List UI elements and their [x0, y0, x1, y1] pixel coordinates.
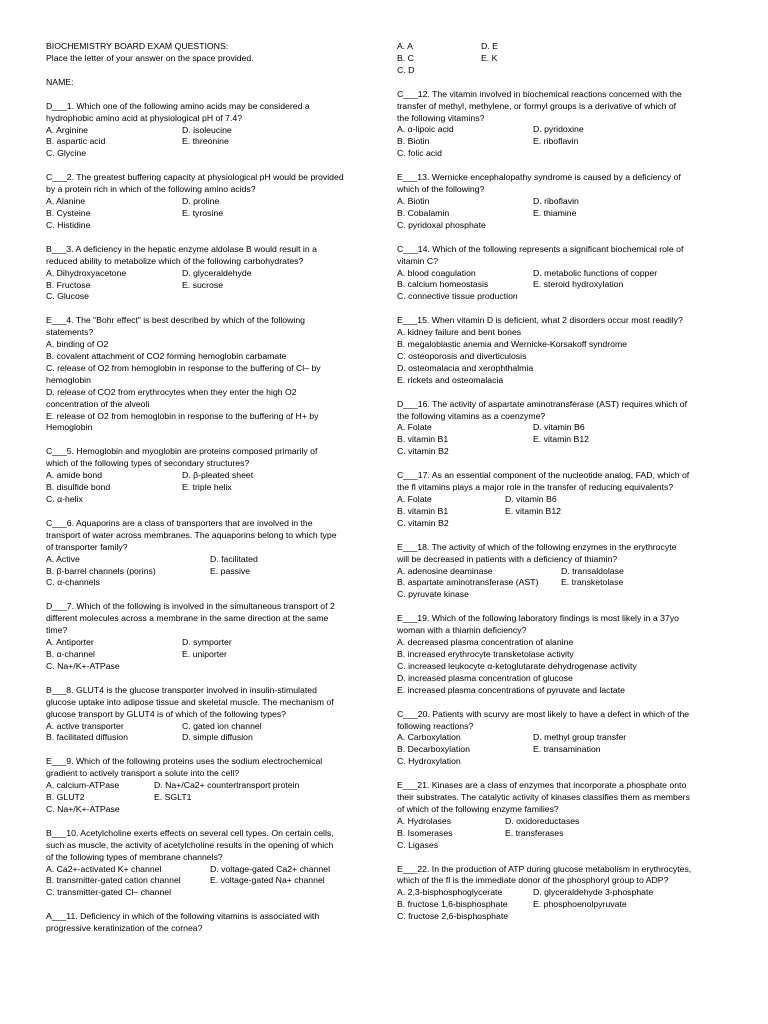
option-a: A. adenosine deaminase — [397, 565, 493, 576]
option-c: C. release of O2 from hemoglobin in response to the buffering of Cl– by — [46, 362, 321, 373]
option-a: A. Alanine — [46, 196, 86, 207]
question-text: glucose uptake into adipose tissue and skeletal muscle. The mechanism of — [46, 696, 334, 707]
question-16 — [397, 399, 722, 459]
question-5 — [46, 446, 371, 506]
option-e: E. thiamine — [533, 207, 577, 218]
question-text: the following vitamins as a coenzyme? — [397, 410, 546, 421]
option-d: D. E — [481, 41, 498, 51]
option-d: D. oxidoreductases — [505, 815, 580, 826]
question-text: of which of the following enzyme families? — [397, 803, 559, 814]
option-a: A. 2,3-bisphosphoglycerate — [397, 887, 503, 898]
question-text: progressive keratinization of the cornea? — [46, 923, 203, 934]
option-a: A. kidney failure and bent bones — [397, 327, 522, 338]
option-e: E. transferases — [505, 827, 564, 838]
option-a: A. Hydrolases — [397, 815, 452, 826]
option-a: A. Carboxylation — [397, 732, 461, 743]
question-text: of transporter family? — [46, 541, 128, 552]
question-text: E___22. In the production of ATP during glucose metabolism in erythrocytes, — [397, 863, 692, 874]
option-e: E. triple helix — [182, 482, 232, 493]
question-text: E___9. Which of the following proteins uses the sodium electrochemical — [46, 756, 323, 767]
option-e: E. tyrosine — [182, 207, 224, 218]
question-text: time? — [46, 625, 68, 636]
option-b: B. Decarboxylation — [397, 744, 470, 755]
option-b: B. aspartate aminotransferase (AST) — [397, 577, 539, 588]
question-text: the following vitamins? — [397, 112, 485, 123]
option-e: E. K — [481, 52, 498, 63]
question-21 — [397, 780, 722, 851]
option-a: A. blood coagulation — [397, 267, 476, 278]
option-d: D. Na+/Ca2+ countertransport protein — [154, 780, 300, 791]
question-text: E___13. Wernicke encephalopathy syndrome is caused by a deficiency of — [397, 172, 681, 183]
option-a: A. decreased plasma concentration of alanine — [397, 637, 574, 648]
option-a: A. Folate — [397, 494, 432, 504]
question-text: which of the following types of secondary structures? — [46, 458, 250, 469]
question-text: of the following types of membrane channels? — [46, 851, 223, 862]
option-d: D. vitamin B6 — [533, 422, 585, 433]
question-text: their substrates. The catalytic activity of kinases classifies them as members — [397, 792, 690, 803]
question-text: which of the fl is the immediate donor of the phosphoryl group to ADP? — [397, 875, 669, 886]
option-e: E. transketolase — [561, 577, 624, 588]
exam-header — [46, 41, 371, 101]
option-c: C. Glucose — [46, 291, 89, 302]
option-b: B. β-barrel channels (porins) — [46, 565, 156, 576]
question-text: following reactions? — [397, 720, 474, 731]
option-d: D. glyceraldehyde 3-phosphate — [533, 887, 654, 898]
option-d: D. pyridoxine — [533, 124, 584, 135]
question-17 — [397, 470, 722, 530]
question-9 — [46, 756, 371, 816]
option-a: A. calcium-ATPase — [46, 780, 120, 791]
option-e: E. voltage-gated Na+ channel — [210, 875, 325, 886]
question-text: E___21. Kinases are a class of enzymes that incorporate a phosphate onto — [397, 780, 687, 791]
question-18 — [397, 542, 722, 602]
question-text: C___14. Which of the following represents a significant biochemical role of — [397, 243, 684, 254]
option-d: D. release of CO2 from erythrocytes when they enter the high O2 — [46, 386, 297, 397]
option-d: D. osteomalacia and xerophthalmia — [397, 362, 534, 373]
option-e: E. vitamin B12 — [533, 434, 590, 445]
option-a: A. Arginine — [46, 124, 89, 135]
question-text: E___4. The “Bohr effect” is best described by which of the following — [46, 315, 305, 326]
option-c: C. gated ion channel — [182, 720, 262, 731]
option-c: C. α-helix — [46, 494, 83, 504]
option-b: B. disulfide bond — [46, 482, 111, 493]
question-text: such as muscle, the activity of acetylcholine results in the opening of which — [46, 839, 334, 850]
question-text: different molecules across a membrane in the same direction at the same — [46, 613, 329, 624]
option-c: C. increased leukocyte α-ketoglutarate dehydrogenase activity — [397, 660, 637, 671]
question-19 — [397, 613, 722, 696]
option-b: B. Cysteine — [46, 207, 91, 218]
option-b: B. fructose 1,6-bisphosphate — [397, 899, 508, 910]
question-text: woman with a thiamin deficiency? — [397, 625, 527, 636]
option-d: D. transaldolase — [561, 565, 624, 576]
option-a: A. Folate — [397, 422, 432, 433]
option-c: C. Histidine — [46, 219, 91, 230]
option-b: B. calcium homeostasis — [397, 279, 489, 290]
question-3 — [46, 244, 371, 304]
exam-title: BIOCHEMISTRY BOARD EXAM QUESTIONS: — [46, 41, 229, 51]
question-2 — [46, 172, 371, 232]
question-text: D___16. The activity of aspartate aminotransferase (AST) requires which of — [397, 398, 688, 409]
option-c: C. α-channels — [46, 577, 100, 588]
option-b: B. covalent attachment of CO2 forming hemoglobin carbamate — [46, 351, 287, 362]
exam-instruction: Place the letter of your answer on the space provided. — [46, 52, 254, 63]
option-a: A. Antiporter — [46, 637, 94, 648]
question-10 — [46, 828, 371, 899]
question-22 — [397, 864, 722, 924]
left-column — [46, 41, 371, 947]
question-12 — [397, 89, 722, 160]
question-13 — [397, 172, 722, 232]
question-text: B___8. GLUT4 is the glucose transporter involved in insulin-stimulated — [46, 684, 317, 695]
name-label: NAME: — [46, 76, 74, 87]
option-e: E. vitamin B12 — [505, 505, 562, 516]
option-a: A. Biotin — [397, 195, 430, 206]
option-d: D. voltage-gated Ca2+ channel — [210, 863, 331, 874]
option-b: B. transmitter-gated cation channel — [46, 875, 181, 886]
option-a: A. amide bond — [46, 470, 103, 481]
option-d: D. proline — [182, 196, 220, 207]
question-text: D___7. Which of the following is involved in the simultaneous transport of 2 — [46, 601, 335, 612]
option-c: C. folic acid — [397, 148, 442, 159]
option-c: C. pyridoxal phosphate — [397, 219, 486, 230]
option-d: D. facilitated — [210, 553, 258, 564]
option-d: D. β-pleated sheet — [182, 470, 254, 481]
option-b: B. C — [397, 52, 414, 63]
question-11-options — [397, 41, 722, 77]
question-text: transfer of methyl, methylene, or formyl groups is a derivative of which of — [397, 100, 677, 111]
right-column — [397, 41, 722, 935]
option-a: A. active transporter — [46, 720, 124, 731]
question-14 — [397, 244, 722, 304]
option-d: D. methyl group transfer — [533, 732, 627, 743]
question-text: glucose transport by GLUT4 is of which of the following types? — [46, 708, 286, 719]
question-text: C___17. As an essential component of the nucleotide analog, FAD, which of — [397, 470, 690, 481]
option-c: C. Na+/K+-ATPase — [46, 660, 120, 671]
question-text: E___15. When vitamin D is deficient, what 2 disorders occur most readily? — [397, 315, 683, 326]
question-text: will be decreased in patients with a deficiency of thiamin? — [397, 553, 618, 564]
option-b: B. increased erythrocyte transketolase activity — [397, 648, 574, 659]
question-text: the fl vitamins plays a major role in the transfer of reducing equivalents? — [397, 482, 674, 493]
option-c: C. transmitter-gated Cl– channel — [46, 887, 172, 898]
option-c: C. fructose 2,6-bisphosphate — [397, 911, 509, 922]
option-d: D. vitamin B6 — [505, 494, 557, 504]
option-b: B. aspartic acid — [46, 136, 106, 147]
option-b: B. Isomerases — [397, 827, 453, 838]
question-text: C___5. Hemoglobin and myoglobin are proteins composed primarily of — [46, 446, 318, 457]
option-e: E. steroid hydroxylation — [533, 279, 624, 290]
option-e: E. release of O2 from hemoglobin in response to the buffering of H+ by — [46, 410, 319, 421]
option-e: E. phosphoenolpyruvate — [533, 899, 627, 910]
option-e: E. uniporter — [182, 648, 227, 659]
question-text: statements? — [46, 327, 94, 338]
option-b: B. vitamin B1 — [397, 434, 449, 445]
question-text: A___11. Deficiency in which of the following vitamins is associated with — [46, 911, 320, 922]
question-text: D___1. Which one of the following amino acids may be considered a — [46, 100, 310, 111]
option-c: C. connective tissue production — [397, 291, 518, 302]
question-text: transport of water across membranes. The aquaporins belong to which type — [46, 529, 337, 540]
question-11 — [46, 911, 371, 935]
option-b: B. Fructose — [46, 279, 91, 290]
option-d-cont: concentration of the alveoli — [46, 398, 150, 409]
option-b: B. vitamin B1 — [397, 505, 449, 516]
option-e: E. transamination — [533, 744, 601, 755]
option-a: A. Active — [46, 553, 80, 564]
question-text: C___6. Aquaporins are a class of transporters that are involved in the — [46, 517, 313, 528]
option-d: D. isoleucine — [182, 124, 232, 135]
option-a: A. Ca2+-activated K+ channel — [46, 863, 162, 874]
option-e: E. sucrose — [182, 279, 224, 290]
question-text: C___20. Patients with scurvy are most likely to have a defect in which of the — [397, 708, 690, 719]
option-c: C. osteoporosis and diverticulosis — [397, 350, 527, 361]
option-d: D. symporter — [182, 637, 232, 648]
option-e: E. rickets and osteomalacia — [397, 374, 504, 385]
question-text: which of the following? — [397, 184, 485, 195]
option-d: D. increased plasma concentration of glucose — [397, 672, 573, 683]
question-20 — [397, 709, 722, 769]
option-d: D. simple diffusion — [182, 732, 253, 743]
option-e: E. threonine — [182, 136, 229, 147]
question-text: by a protein rich in which of the following amino acids? — [46, 184, 256, 195]
question-text: B___10. Acetylcholine exerts effects on several cell types. On certain cells, — [46, 827, 334, 838]
option-a: A. binding of O2 — [46, 339, 109, 350]
question-text: gradient to actively transport a solute into the cell? — [46, 768, 240, 779]
option-c-cont: hemoglobin — [46, 374, 91, 385]
question-text: C___12. The vitamin involved in biochemical reactions concerned with the — [397, 88, 682, 99]
question-text: vitamin C? — [397, 255, 439, 266]
option-d: D. riboflavin — [533, 195, 579, 206]
question-text: E___18. The activity of which of the following enzymes in the erythrocyte — [397, 541, 677, 552]
question-text: C___2. The greatest buffering capacity at physiological pH would be provided — [46, 172, 344, 183]
question-4 — [46, 315, 371, 434]
option-d: D. glyceraldehyde — [182, 267, 252, 278]
option-e: E. passive — [210, 565, 251, 576]
option-b: B. facilitated diffusion — [46, 732, 128, 743]
option-c: C. D — [397, 64, 415, 75]
option-e: E. riboflavin — [533, 136, 579, 147]
question-text: hydrophobic amino acid at physiological pH of 7.4? — [46, 112, 243, 123]
option-a: A. Dihydroxyacetone — [46, 267, 127, 278]
option-b: B. GLUT2 — [46, 792, 85, 803]
option-c: C. Glycine — [46, 148, 87, 159]
option-e-cont: Hemoglobin — [46, 422, 93, 433]
option-b: B. megaloblastic anemia and Wernicke-Korsakoff syndrome — [397, 339, 628, 350]
option-b: B. Cobalamin — [397, 207, 450, 218]
option-a: A. α-lipoic acid — [397, 124, 454, 135]
question-8 — [46, 685, 371, 745]
option-c: C. pyruvate kinase — [397, 589, 469, 600]
option-c: C. vitamin B2 — [397, 517, 449, 528]
option-c: C. vitamin B2 — [397, 446, 449, 457]
option-c: C. Hydroxylation — [397, 756, 461, 767]
option-b: B. Biotin — [397, 136, 430, 147]
question-text: reduced ability to metabolize which of the following carbohydrates? — [46, 255, 304, 266]
option-d: D. metabolic functions of copper — [533, 267, 658, 278]
question-text: E___19. Which of the following laboratory findings is most likely in a 37yo — [397, 613, 680, 624]
question-1 — [46, 101, 371, 161]
question-text: B___3. A deficiency in the hepatic enzyme aldolase B would result in a — [46, 243, 317, 254]
question-6 — [46, 518, 371, 589]
option-b: B. α-channel — [46, 648, 95, 659]
option-c: C. Ligases — [397, 839, 439, 850]
option-c: C. Na+/K+-ATPase — [46, 803, 120, 814]
option-e: E. SGLT1 — [154, 792, 192, 803]
option-a: A. A — [397, 41, 413, 51]
question-15 — [397, 315, 722, 386]
option-e: E. increased plasma concentrations of pyruvate and lactate — [397, 684, 625, 695]
question-7 — [46, 601, 371, 672]
